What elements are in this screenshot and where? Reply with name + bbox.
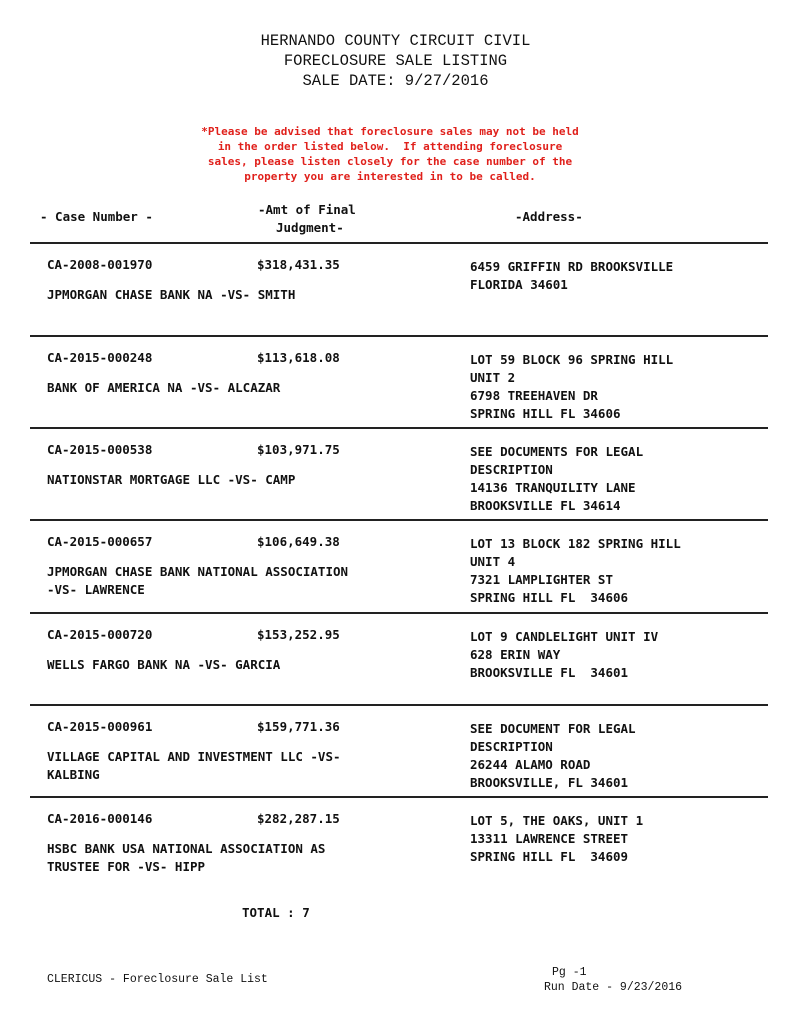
case-parties: VILLAGE CAPITAL AND INVESTMENT LLC -VS- <box>47 749 341 764</box>
property-address-line: DESCRIPTION <box>470 739 553 754</box>
row-divider <box>30 704 768 706</box>
report-title: HERNANDO COUNTY CIRCUIT CIVIL <box>260 32 531 50</box>
property-address-line: 6798 TREEHAVEN DR <box>470 388 598 403</box>
row-divider <box>30 612 768 614</box>
property-address-line: BROOKSVILLE, FL 34601 <box>470 775 629 790</box>
property-address-line: LOT 5, THE OAKS, UNIT 1 <box>470 813 644 828</box>
judgment-amount: $106,649.38 <box>257 534 340 549</box>
property-address-line: 26244 ALAMO ROAD <box>470 757 591 772</box>
row-divider <box>30 335 768 337</box>
property-address-line: LOT 59 BLOCK 96 SPRING HILL <box>470 352 674 367</box>
column-header-case-number: - Case Number - <box>40 209 153 224</box>
case-number: CA-2008-001970 <box>47 257 153 272</box>
case-parties: WELLS FARGO BANK NA -VS- GARCIA <box>47 657 281 672</box>
row-divider <box>30 796 768 798</box>
case-parties: TRUSTEE FOR -VS- HIPP <box>47 859 206 874</box>
total-count: TOTAL : 7 <box>242 905 310 920</box>
property-address-line: 14136 TRANQUILITY LANE <box>470 480 636 495</box>
notice-line: property you are interested in to be called. <box>244 170 536 183</box>
property-address-line: BROOKSVILLE FL 34614 <box>470 498 621 513</box>
notice-line: in the order listed below. If attending foreclosure <box>217 140 563 153</box>
column-header-address: -Address- <box>515 209 583 224</box>
property-address-line: LOT 9 CANDLELIGHT UNIT IV <box>470 629 659 644</box>
case-number: CA-2015-000538 <box>47 442 153 457</box>
footer-page: Pg -1 <box>552 966 587 979</box>
judgment-amount: $318,431.35 <box>257 257 340 272</box>
property-address-line: SPRING HILL FL 34609 <box>470 849 629 864</box>
property-address-line: UNIT 2 <box>470 370 516 385</box>
property-address-line: FLORIDA 34601 <box>470 277 568 292</box>
case-number: CA-2015-000720 <box>47 627 153 642</box>
judgment-amount: $159,771.36 <box>257 719 340 734</box>
row-divider <box>30 242 768 244</box>
column-header-amount: -Amt of Final <box>258 202 356 217</box>
property-address-line: SPRING HILL FL 34606 <box>470 590 629 605</box>
property-address-line: 13311 LAWRENCE STREET <box>470 831 629 846</box>
case-parties: BANK OF AMERICA NA -VS- ALCAZAR <box>47 380 281 395</box>
case-parties: KALBING <box>47 767 100 782</box>
case-parties: JPMORGAN CHASE BANK NA -VS- SMITH <box>47 287 296 302</box>
property-address-line: DESCRIPTION <box>470 462 553 477</box>
row-divider <box>30 427 768 429</box>
property-address-line: SEE DOCUMENTS FOR LEGAL <box>470 444 644 459</box>
notice-line: *Please be advised that foreclosure sales may not be held <box>201 125 579 138</box>
case-parties: -VS- LAWRENCE <box>47 582 145 597</box>
footer-system: CLERICUS - Foreclosure Sale List <box>47 973 268 986</box>
case-number: CA-2015-000657 <box>47 534 153 549</box>
property-address-line: SPRING HILL FL 34606 <box>470 406 621 421</box>
property-address-line: BROOKSVILLE FL 34601 <box>470 665 629 680</box>
case-parties: NATIONSTAR MORTGAGE LLC -VS- CAMP <box>47 472 296 487</box>
case-parties: JPMORGAN CHASE BANK NATIONAL ASSOCIATION <box>47 564 349 579</box>
judgment-amount: $103,971.75 <box>257 442 340 457</box>
footer-run-date: Run Date - 9/23/2016 <box>544 981 683 994</box>
property-address-line: SEE DOCUMENT FOR LEGAL <box>470 721 636 736</box>
case-parties: HSBC BANK USA NATIONAL ASSOCIATION AS <box>47 841 326 856</box>
sale-date: SALE DATE: 9/27/2016 <box>302 72 489 90</box>
judgment-amount: $113,618.08 <box>257 350 340 365</box>
case-number: CA-2015-000248 <box>47 350 153 365</box>
judgment-amount: $153,252.95 <box>257 627 340 642</box>
property-address-line: LOT 13 BLOCK 182 SPRING HILL <box>470 536 681 551</box>
property-address-line: 628 ERIN WAY <box>470 647 561 662</box>
case-number: CA-2016-000146 <box>47 811 153 826</box>
property-address-line: 7321 LAMPLIGHTER ST <box>470 572 613 587</box>
row-divider <box>30 519 768 521</box>
property-address-line: 6459 GRIFFIN RD BROOKSVILLE <box>470 259 674 274</box>
judgment-amount: $282,287.15 <box>257 811 340 826</box>
case-number: CA-2015-000961 <box>47 719 153 734</box>
report-subtitle: FORECLOSURE SALE LISTING <box>283 52 508 70</box>
notice-line: sales, please listen closely for the case number of the <box>207 155 573 168</box>
property-address-line: UNIT 4 <box>470 554 516 569</box>
column-header-amount-2: Judgment- <box>276 220 344 235</box>
